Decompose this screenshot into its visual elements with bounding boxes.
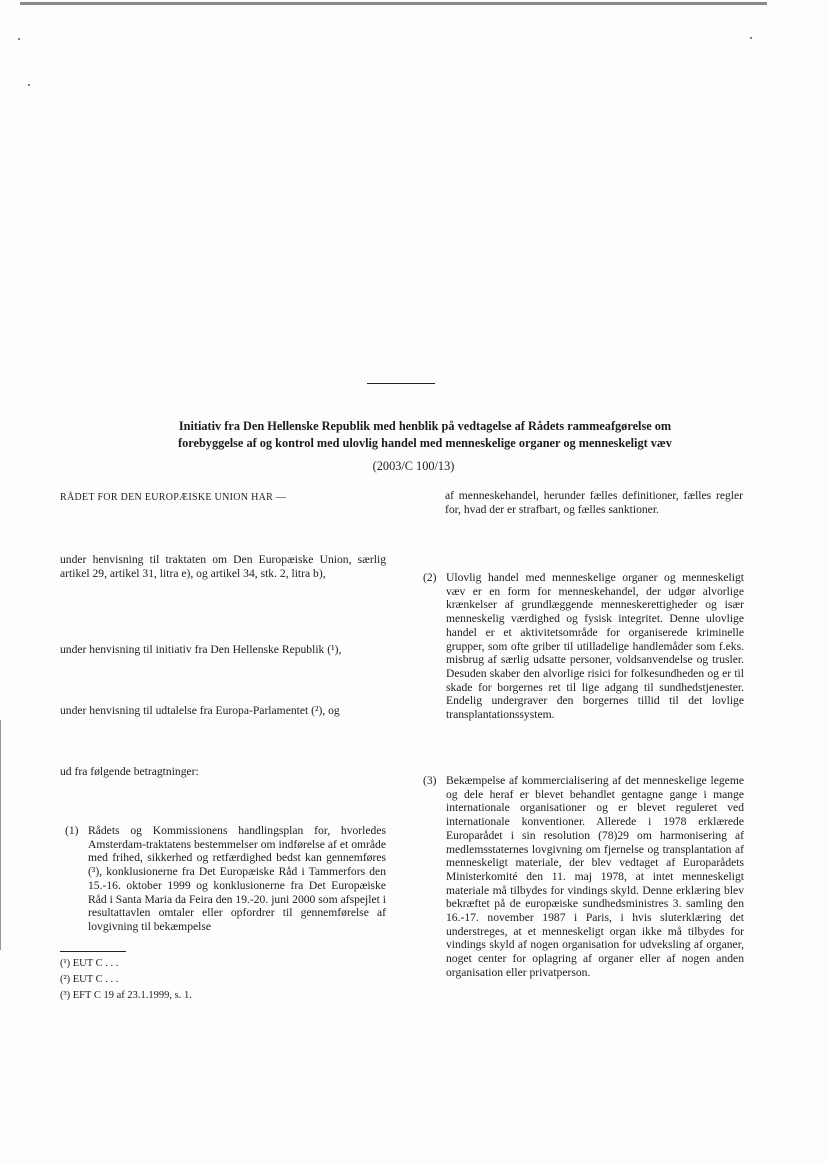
recital-treaty: under henvisning til traktaten om Den Europæiske Union, særlig artikel 29, artikel 31, litra e), og artikel 34, stk. 2, litra b), [60, 553, 386, 580]
scan-top-edge [20, 2, 767, 5]
item-text: Rådets og Kommissionens handlingsplan for, hvorledes Amsterdam-traktatens bestemmelser om indførelse af et område med frihed, sikkerhed og retfærdighed bedst kan gennemføres (³), konklusionerne fra Det Europæiske Råd i Tammerfors den 15.-16. oktober 1999 og konklusionerne fra Det Europæiske Råd i Santa Maria da Feira den 19.-20. juni 2000 som afspejlet i resultattavlen omtaler eller opfordrer til gennemførelse af lovgivning til bekæmpelse [88, 824, 386, 933]
preamble-heading: RÅDET FOR DEN EUROPÆISKE UNION HAR — [60, 492, 287, 503]
consideration-item-3 [423, 774, 744, 980]
scan-speck [28, 84, 30, 86]
scan-speck [750, 37, 752, 39]
title-line-2: forebyggelse af og kontrol med ulovlig handel med menneskelige organer og menneskeligt væv [178, 436, 672, 450]
item-number: (2) [423, 571, 437, 584]
item-text: Bekæmpelse af kommercialisering af det menneskelige legeme og dele heraf er blevet behandlet gentagne gange i mange internationale organisationer og er blevet reguleret ved internationale konventioner. Allerede i 1978 erklærede Europarådet i sin resolution (78)29 om harmonisering af medlemsstaternes lovgivning om fjernelse og transplantation af menneskeligt materiale, der blev vedtaget af Europarådets Ministerkomité den 11. maj 1978, at intet menneskeligt materiale må tilbydes for vindings skyld. Denne erklæring blev bekræftet på de europæiske sundhedsministres 3. samling den 16.-17. november 1987 i Paris, i hvis sluterklæring det understreges, at et menneskeligt organ ikke må tilbydes for vindings skyld af nogen organisation for udveksling af organer, noget center for oplagring af organer eller af nogen anden organisation eller privatperson. [446, 774, 744, 979]
considerations-intro: ud fra følgende betragtninger: [60, 765, 199, 778]
consideration-item-1-continued: af menneskehandel, herunder fælles definitioner, fælles regler for, hvad der er strafbart, og fælles sanktioner. [445, 489, 743, 516]
footnote-1: (¹) EUT C . . . [60, 958, 119, 969]
document-title [100, 418, 750, 452]
item-number: (1) [65, 824, 79, 837]
item-text: Ulovlig handel med menneskelige organer og menneskeligt væv er en form for menneskehandel, der udgør alvorlige krænkelser af grundlæggende menneskerettigheder og især menneskelig værdighed og fysisk integritet. Denne ulovlige handel er et aktivitetsområde for organiserede kriminelle grupper, som ofte griber til utilladelige handlemåder som f.eks. misbrug af særlig udsatte personer, voldsanvendelse og trusler. Desuden skaber den alvorlige risici for folkesundheden og er til skade for borgernes ret til lige adgang til sundhedstjenester. Endelig undergraver den borgernes tillid til det lovlige transplantationssystem. [446, 571, 744, 722]
item-number: (3) [423, 774, 437, 787]
scan-speck [18, 38, 20, 40]
document-reference: (2003/C 100/13) [372, 459, 455, 473]
consideration-item-2 [423, 571, 744, 722]
scan-margin-mark [0, 720, 1, 950]
title-line-1: Initiativ fra Den Hellenske Republik med henblik på vedtagelse af Rådets rammeafgørelse om [178, 419, 672, 433]
title-separator [367, 383, 435, 384]
recital-initiative: under henvisning til initiativ fra Den Hellenske Republik (¹), [60, 643, 342, 656]
consideration-item-1 [65, 824, 386, 934]
footnote-2: (²) EUT C . . . [60, 974, 119, 985]
recital-parliament: under henvisning til udtalelse fra Europa-Parlamentet (²), og [60, 704, 340, 717]
footnote-3: (³) EFT C 19 af 23.1.1999, s. 1. [60, 990, 192, 1001]
footnote-separator [60, 951, 126, 952]
